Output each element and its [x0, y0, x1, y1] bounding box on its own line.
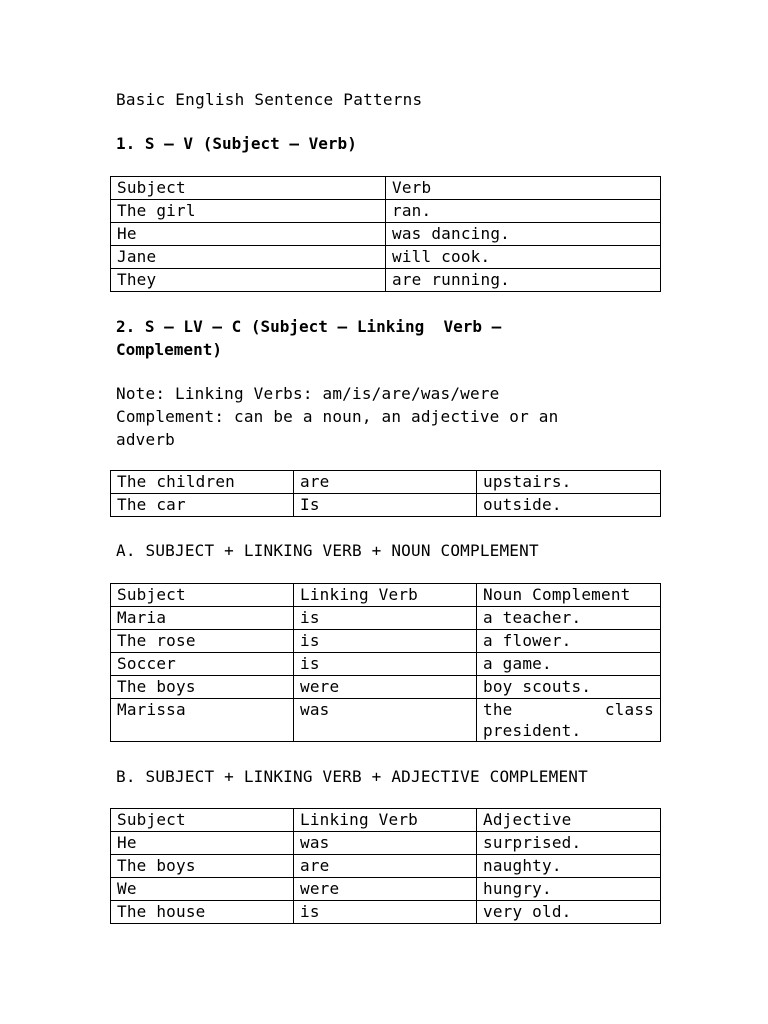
table-cell: The girl: [111, 200, 386, 223]
header-cell: Linking Verb: [294, 584, 477, 607]
table-cell: are: [294, 471, 477, 494]
table-header-row: [111, 809, 661, 832]
header-cell: Subject: [111, 809, 294, 832]
table-row: [111, 607, 661, 630]
table-cell: We: [111, 878, 294, 901]
table-header-row: [111, 584, 661, 607]
table-cell: He: [111, 223, 386, 246]
table-cell: are running.: [386, 269, 661, 292]
justified-line: [483, 699, 654, 720]
table-cell: a teacher.: [477, 607, 661, 630]
table-cell: The children: [111, 471, 294, 494]
header-cell: Noun Complement: [477, 584, 661, 607]
cell-word: the: [483, 700, 513, 719]
table-cell: The house: [111, 901, 294, 924]
table-row: [111, 246, 661, 269]
section2-heading: [116, 315, 660, 361]
note-line: Note: Linking Verbs: am/is/are/was/were: [116, 384, 500, 403]
table-cell: a game.: [477, 653, 661, 676]
table-cell: He: [111, 832, 294, 855]
header-cell: Subject: [111, 584, 294, 607]
section2-heading-line1: 2. S – LV – C (Subject – Linking Verb –: [116, 317, 502, 336]
table-cell: They: [111, 269, 386, 292]
table-cell: was dancing.: [386, 223, 661, 246]
table-cell: The boys: [111, 855, 294, 878]
table-cell-multiline: [477, 699, 661, 742]
table-cell: Jane: [111, 246, 386, 269]
table-cell: The rose: [111, 630, 294, 653]
section1-heading: 1. S – V (Subject – Verb): [116, 134, 357, 153]
sectionB-table: [110, 808, 661, 924]
table-cell: The boys: [111, 676, 294, 699]
table-cell: naughty.: [477, 855, 661, 878]
cell-word: class: [604, 700, 654, 719]
table-row: [111, 471, 661, 494]
table-cell: ran.: [386, 200, 661, 223]
header-cell: Linking Verb: [294, 809, 477, 832]
document-title: Basic English Sentence Patterns: [116, 90, 423, 109]
table-cell: is: [294, 630, 477, 653]
table-cell: is: [294, 653, 477, 676]
table-cell: were: [294, 878, 477, 901]
sectionA-table: [110, 583, 661, 742]
table-cell: Is: [294, 494, 477, 517]
table-header-row: [111, 177, 661, 200]
sectionB-heading: B. SUBJECT + LINKING VERB + ADJECTIVE COMPLEMENT: [116, 767, 588, 786]
table-cell: is: [294, 607, 477, 630]
header-cell: Adjective: [477, 809, 661, 832]
header-cell: Subject: [111, 177, 386, 200]
note-line: adverb: [116, 430, 175, 449]
section2-table: [110, 470, 661, 517]
table-cell: The car: [111, 494, 294, 517]
table-cell: boy scouts.: [477, 676, 661, 699]
table-cell: very old.: [477, 901, 661, 924]
header-cell: Verb: [386, 177, 661, 200]
section1-table: [110, 176, 661, 292]
table-row: [111, 901, 661, 924]
table-row: [111, 269, 661, 292]
section2-note: [116, 382, 660, 451]
table-cell: Maria: [111, 607, 294, 630]
table-row: [111, 494, 661, 517]
table-cell: Marissa: [111, 699, 294, 742]
table-cell: was: [294, 699, 477, 742]
document-page: [116, 88, 660, 924]
table-cell: a flower.: [477, 630, 661, 653]
table-cell: outside.: [477, 494, 661, 517]
table-cell: Soccer: [111, 653, 294, 676]
table-row: [111, 676, 661, 699]
note-line: Complement: can be a noun, an adjective or an: [116, 407, 559, 426]
table-cell: were: [294, 676, 477, 699]
section2-heading-line2: Complement): [116, 340, 222, 359]
table-cell: are: [294, 855, 477, 878]
table-cell: will cook.: [386, 246, 661, 269]
sectionA-heading: A. SUBJECT + LINKING VERB + NOUN COMPLEMENT: [116, 541, 539, 560]
table-cell: surprised.: [477, 832, 661, 855]
cell-line: president.: [483, 721, 582, 740]
table-row: [111, 200, 661, 223]
table-cell: is: [294, 901, 477, 924]
table-row: [111, 832, 661, 855]
table-row: [111, 653, 661, 676]
table-cell: was: [294, 832, 477, 855]
table-cell: upstairs.: [477, 471, 661, 494]
table-cell: hungry.: [477, 878, 661, 901]
table-row: [111, 855, 661, 878]
table-row: [111, 630, 661, 653]
table-row: [111, 223, 661, 246]
table-row: [111, 878, 661, 901]
table-row: [111, 699, 661, 742]
